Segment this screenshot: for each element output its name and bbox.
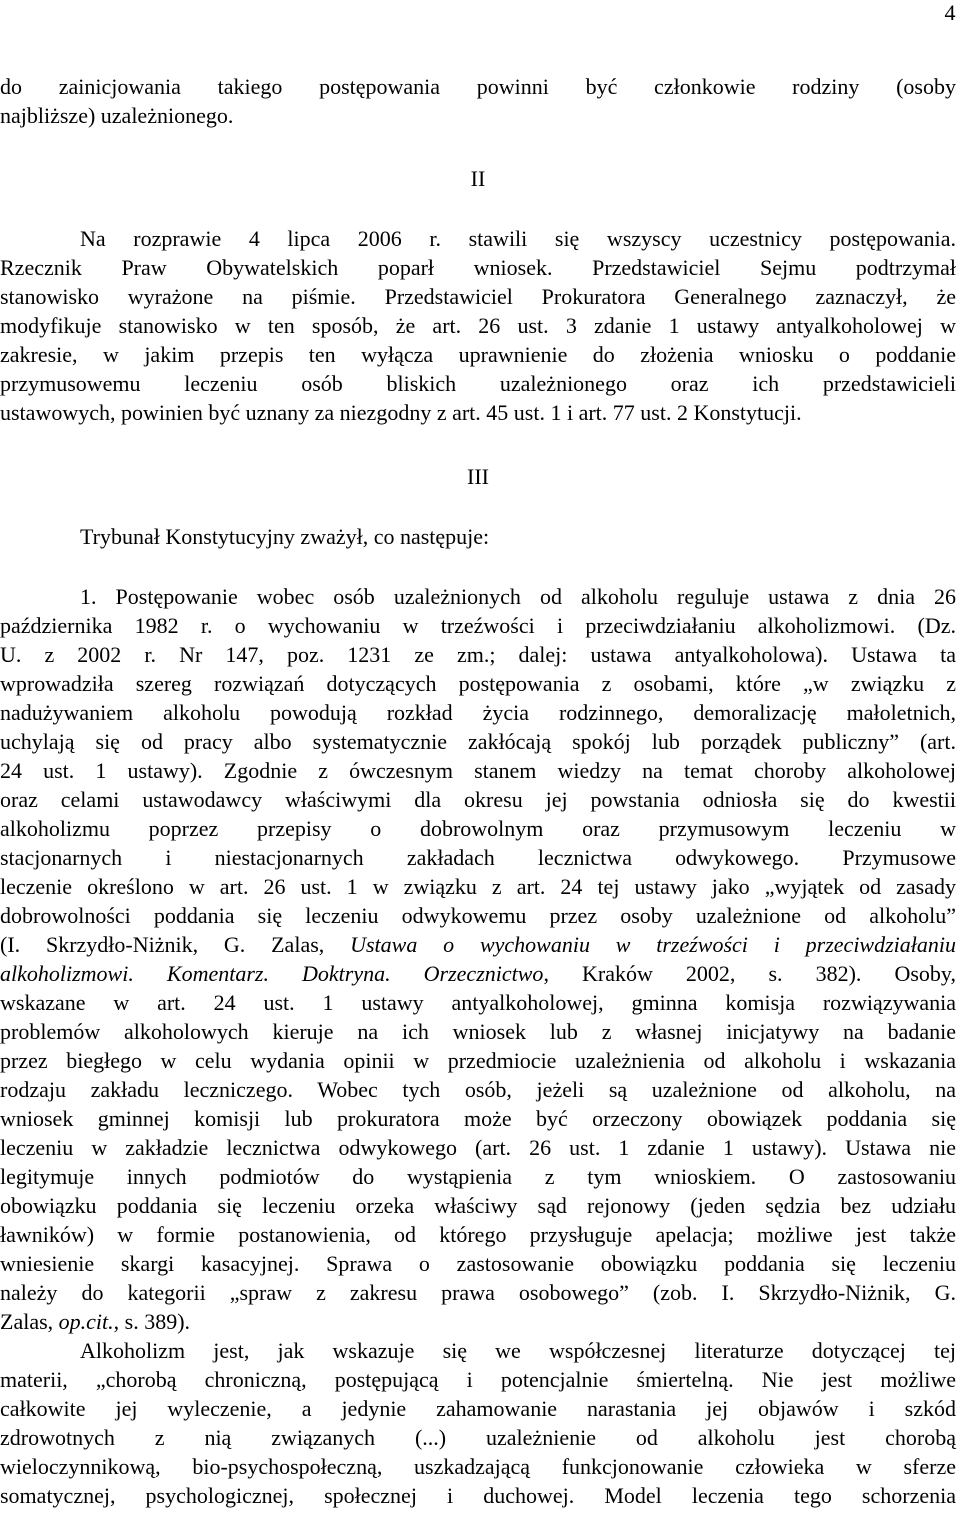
section-heading-iii: III	[467, 464, 489, 489]
text-line: do zainicjowania takiego postępowania powinni być członkowie rodziny (osoby	[0, 74, 956, 99]
text-line-mixed	[0, 1307, 956, 1336]
text-line: wskazane w art. 24 ust. 1 ustawy antyalkoholowej, gminna komisja rozwiązywania	[0, 990, 956, 1015]
text-line: obowiązku poddania się leczeniu orzeka właściwy sąd rejonowy (jeden sędzia bez udziału	[0, 1193, 956, 1218]
text-line: wniosek gminnej komisji lub prokuratora może być orzeczony obowiązek poddania się	[0, 1106, 956, 1131]
text-line: wprowadziła szereg rozwiązań dotyczących postępowania z osobami, które „w związku z	[0, 671, 956, 696]
section-heading-ii: II	[470, 166, 486, 191]
text-line: ławników) w formie postanowienia, od którego przysługuje apelacja; możliwe jest także	[0, 1222, 956, 1247]
italic-opcit: op.cit.	[58, 1309, 114, 1334]
text-line: 1. Postępowanie wobec osób uzależnionych od alkoholu reguluje ustawa z dnia 26	[80, 584, 956, 609]
text-line-mixed	[0, 930, 956, 959]
section-intro: Trybunał Konstytucyjny zważył, co następuje:	[80, 524, 490, 549]
text-line: całkowite jej wyleczenie, a jedynie zahamowanie narastania jej objawów i szkód	[0, 1396, 956, 1421]
text-line: zakresie, w jakim przepis ten wyłącza uprawnienie do złożenia wniosku o poddanie	[0, 342, 956, 367]
text-line: modyfikuje stanowisko w ten sposób, że art. 26 ust. 3 zdanie 1 ustawy antyalkoholowej w	[0, 313, 956, 338]
text-line: października 1982 r. o wychowaniu w trzeźwości i przeciwdziałaniu alkoholizmowi. (Dz.	[0, 613, 956, 638]
text-line: dobrowolności poddania się leczeniu odwykowemu przez osoby uzależnione od alkoholu”	[0, 903, 956, 928]
text-line: alkoholizmu poprzez przepisy o dobrowolnym oraz przymusowym leczeniu w	[0, 816, 956, 841]
text-line: zdrowotnych z nią związanych (...) uzależnienie od alkoholu jest chorobą	[0, 1425, 956, 1450]
text-line: nadużywaniem alkoholu powodują rozkład życia rodzinnego, demoralizację małoletnich,	[0, 700, 956, 725]
text-line: rodzaju zakładu leczniczego. Wobec tych osób, jeżeli są uzależnione od alkoholu, na	[0, 1077, 956, 1102]
text-line: stanowisko wyrażone na piśmie. Przedstawiciel Prokuratora Generalnego zaznaczył, że	[0, 284, 956, 309]
text-line: leczeniu w zakładzie lecznictwa odwykowego (art. 26 ust. 1 zdanie 1 ustawy). Ustawa nie	[0, 1135, 956, 1160]
text-span: (I. Skrzydło-Niżnik, G. Zalas,	[0, 932, 351, 957]
text-line: najbliższe) uzależnionego.	[0, 103, 234, 128]
text-line: materii, „chorobą chroniczną, postępującą i potencjalnie śmiertelną. Nie jest możliwe	[0, 1367, 956, 1392]
text-line: uchylają się od pracy albo systematycznie zakłócają spokój lub porządek publiczny” (art.	[0, 729, 956, 754]
text-line: oraz celami ustawodawcy właściwymi dla okresu jej powstania odniosła się do kwestii	[0, 787, 956, 812]
text-line: Na rozprawie 4 lipca 2006 r. stawili się wszyscy uczestnicy postępowania.	[80, 226, 956, 251]
italic-title: alkoholizmowi. Komentarz. Doktryna. Orzecznictwo	[0, 961, 544, 986]
text-line: wieloczynnikową, bio-psychospołeczną, uszkadzającą funkcjonowanie człowieka w sferze	[0, 1454, 956, 1479]
text-line: należy do kategorii „spraw z zakresu prawa osobowego” (zob. I. Skrzydło-Niżnik, G.	[0, 1280, 956, 1305]
text-line: przez biegłego w celu wydania opinii w przedmiocie uzależnienia od alkoholu i wskazania	[0, 1048, 956, 1073]
text-line: Rzecznik Praw Obywatelskich poparł wniosek. Przedstawiciel Sejmu podtrzymał	[0, 255, 956, 280]
text-line: legitymuje innych podmiotów do wystąpienia z tym wnioskiem. O zastosowaniu	[0, 1164, 956, 1189]
text-line: somatycznej, psychologicznej, społecznej i duchowej. Model leczenia tego schorzenia	[0, 1483, 956, 1508]
text-line: wniesienie skargi kasacyjnej. Sprawa o zastosowanie obowiązku poddania się leczeniu	[0, 1251, 956, 1276]
text-line-mixed	[0, 959, 956, 988]
text-line: 24 ust. 1 ustawy). Zgodnie z ówczesnym stanem wiedzy na temat choroby alkoholowej	[0, 758, 956, 783]
text-line: ustawowych, powinien być uznany za niezgodny z art. 45 ust. 1 i art. 77 ust. 2 Konstytucji.	[0, 400, 802, 425]
page-number: 4	[944, 0, 956, 25]
italic-title: Ustawa o wychowaniu w trzeźwości i przeciwdziałaniu	[350, 932, 956, 957]
text-span: , s. 389).	[113, 1309, 191, 1334]
text-line: stacjonarnych i niestacjonarnych zakładach lecznictwa odwykowego. Przymusowe	[0, 845, 956, 870]
text-line: przymusowemu leczeniu osób bliskich uzależnionego oraz ich przedstawicieli	[0, 371, 956, 396]
text-line: problemów alkoholowych kieruje na ich wniosek lub z własnej inicjatywy na badanie	[0, 1019, 956, 1044]
text-span: Zalas,	[0, 1309, 59, 1334]
text-span: , Kraków 2002, s. 382). Osoby,	[543, 961, 956, 986]
text-line: Alkoholizm jest, jak wskazuje się we współczesnej literaturze dotyczącej tej	[80, 1338, 956, 1363]
text-line: U. z 2002 r. Nr 147, poz. 1231 ze zm.; dalej: ustawa antyalkoholowa). Ustawa ta	[0, 642, 956, 667]
text-line: leczenie określono w art. 26 ust. 1 w związku z art. 24 tej ustawy jako „wyjątek od zasady	[0, 874, 956, 899]
